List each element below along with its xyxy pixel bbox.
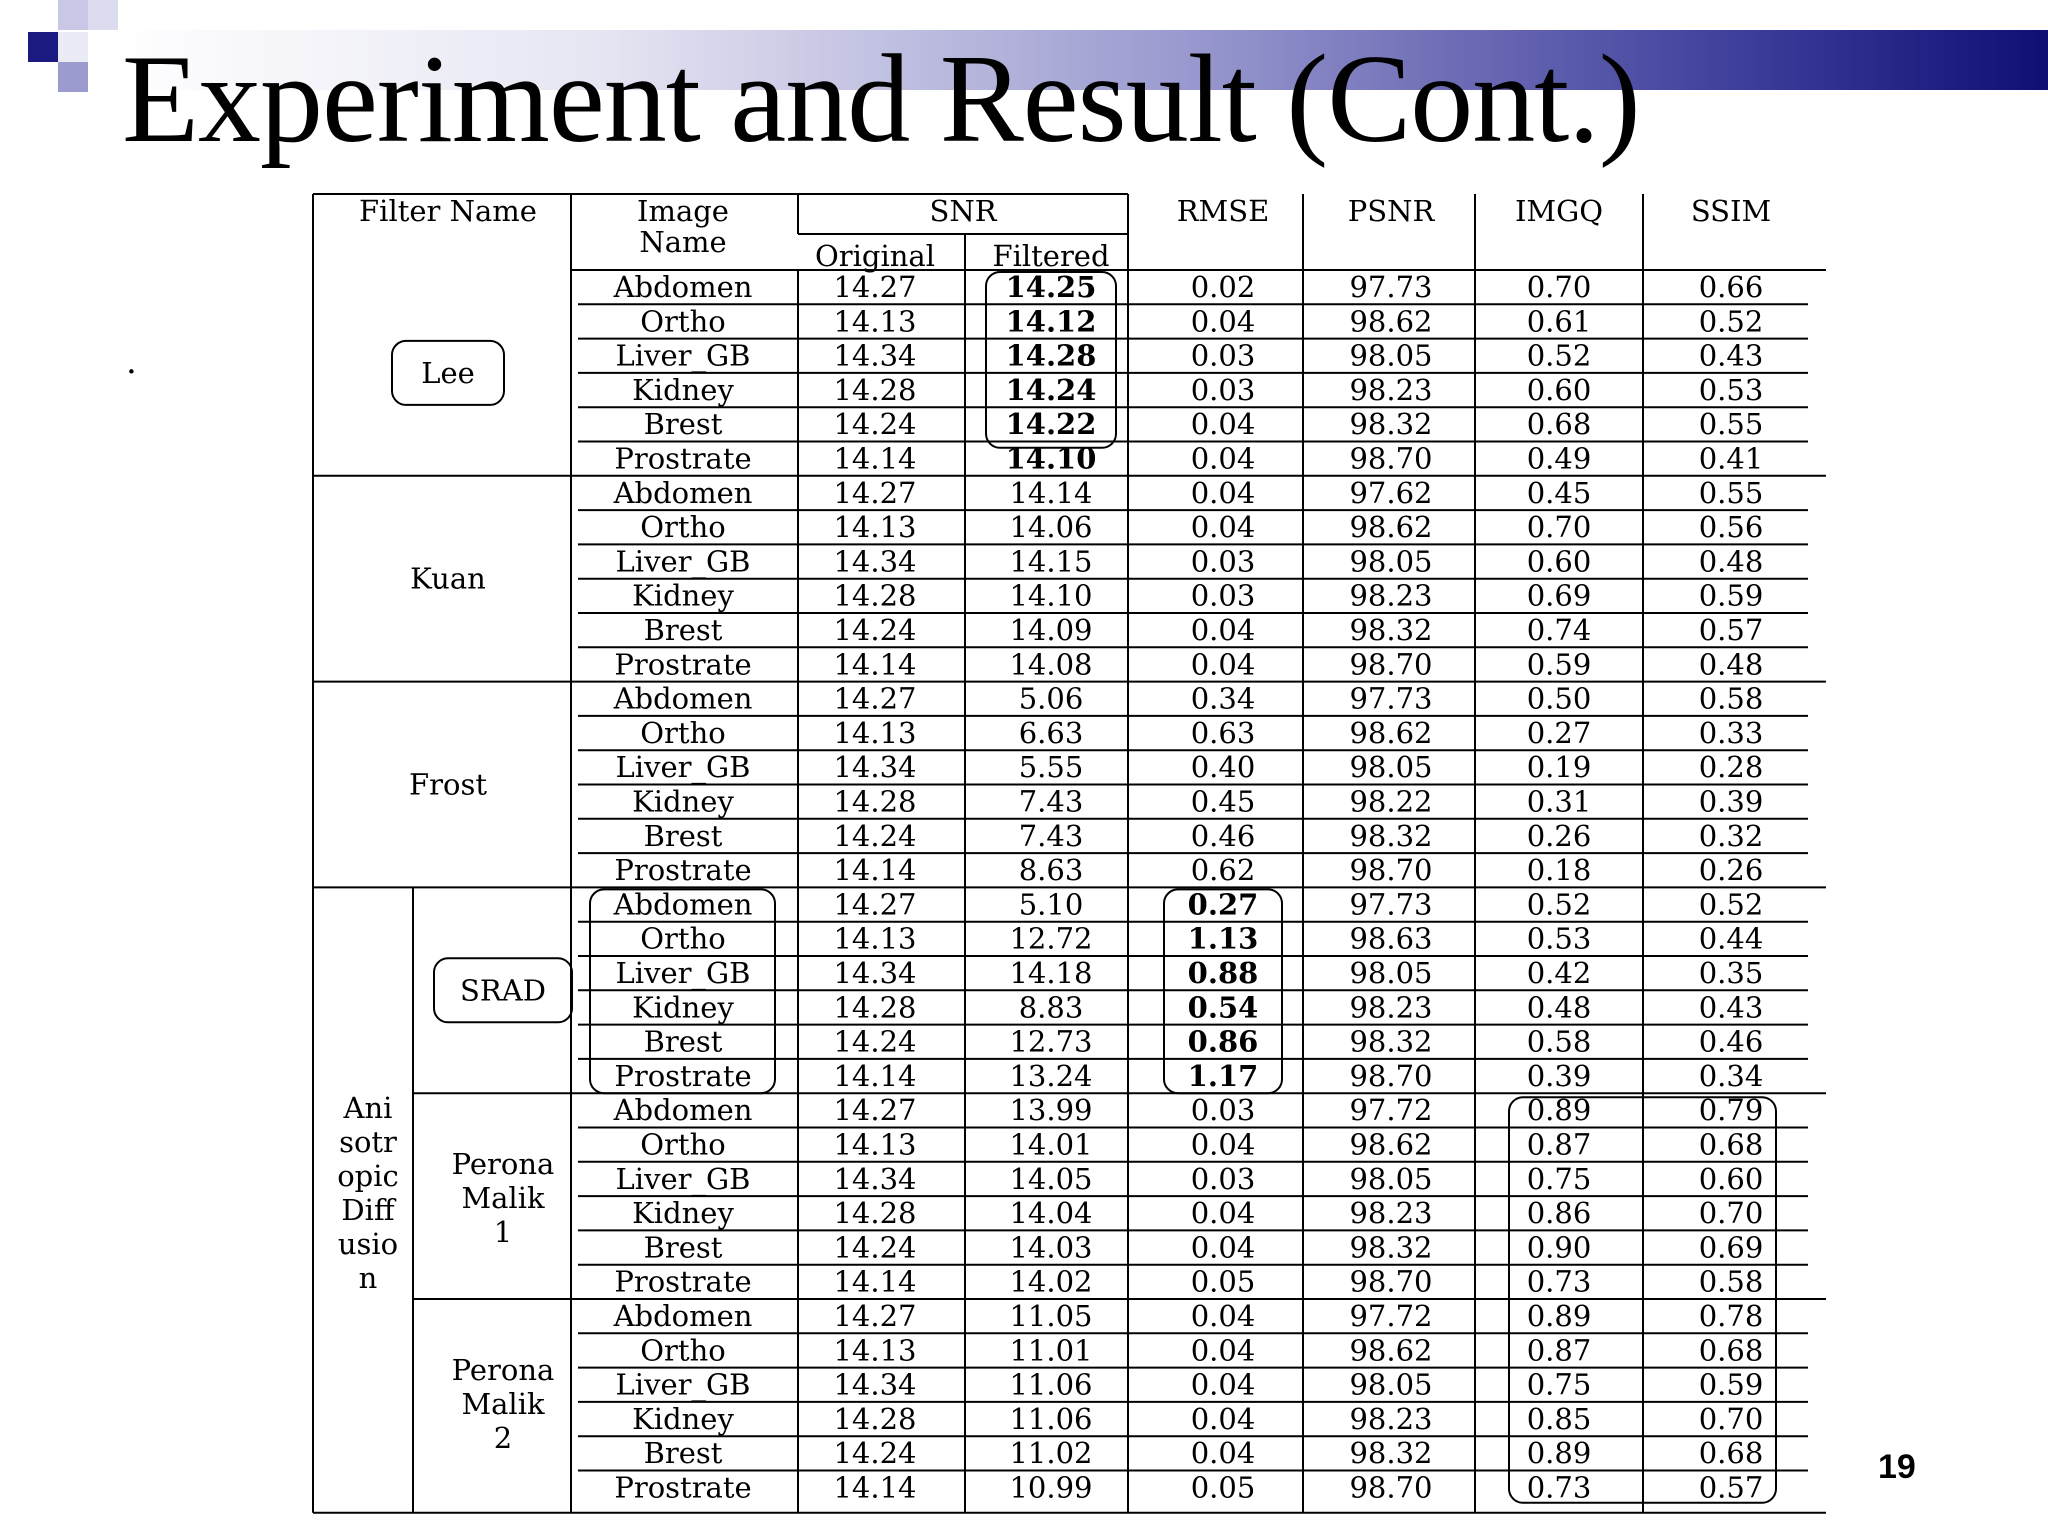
table-cell: 0.63 xyxy=(1190,715,1256,750)
table-cell: 0.04 xyxy=(1190,1367,1256,1402)
table-cell: 0.04 xyxy=(1190,510,1256,545)
table-cell: 0.05 xyxy=(1190,1264,1256,1299)
table-cell: 14.34 xyxy=(833,1367,917,1402)
slide-number: 19 xyxy=(1878,1448,1916,1486)
table-cell: 14.34 xyxy=(833,1161,917,1196)
table-cell: 1.17 xyxy=(1187,1058,1259,1093)
table-cell: 98.32 xyxy=(1349,613,1433,647)
table-cell: 97.72 xyxy=(1349,1093,1433,1128)
table-cell: Prostrate xyxy=(614,1058,752,1093)
table-cell: 0.26 xyxy=(1698,853,1764,888)
table-cell: 0.04 xyxy=(1190,1333,1256,1368)
table-cell: 14.25 xyxy=(1005,270,1097,304)
table-cell: Ortho xyxy=(640,1127,726,1162)
table-cell: Prostrate xyxy=(614,647,752,682)
table-cell: 0.27 xyxy=(1526,715,1592,750)
table-cell: Ortho xyxy=(640,715,726,750)
aniso-diffusion-label: Ani xyxy=(343,1091,393,1126)
table-cell: 10.99 xyxy=(1009,1470,1093,1505)
table-cell: 0.45 xyxy=(1190,784,1256,819)
aniso-diffusion-label: sotr xyxy=(339,1125,397,1160)
table-cell: 0.59 xyxy=(1698,578,1764,613)
table-cell: 0.39 xyxy=(1698,784,1764,819)
table-cell: Liver_GB xyxy=(615,1367,751,1402)
filter-name-label: Perona xyxy=(451,1352,555,1387)
table-cell: 14.27 xyxy=(833,887,917,922)
table-cell: 0.04 xyxy=(1190,1401,1256,1436)
table-cell: 8.83 xyxy=(1018,990,1084,1025)
table-cell: 11.01 xyxy=(1009,1333,1093,1368)
table-cell: 0.28 xyxy=(1698,750,1764,785)
table-cell: 0.04 xyxy=(1190,1196,1256,1231)
table-cell: 14.04 xyxy=(1009,1196,1093,1231)
table-cell: 0.53 xyxy=(1698,372,1764,407)
table-cell: 0.57 xyxy=(1698,613,1764,647)
bullet-point: . xyxy=(126,342,137,382)
table-cell: 98.22 xyxy=(1349,784,1433,819)
table-cell: 0.70 xyxy=(1698,1196,1764,1231)
table-cell: 0.04 xyxy=(1190,441,1256,476)
table-cell: 14.14 xyxy=(833,1470,917,1505)
table-cell: 0.04 xyxy=(1190,1436,1256,1471)
table-cell: 98.05 xyxy=(1349,338,1433,373)
table-cell: Abdomen xyxy=(613,681,753,716)
table-cell: 0.56 xyxy=(1698,510,1764,545)
table-cell: 0.04 xyxy=(1190,1127,1256,1162)
header-filter-name: Filter Name xyxy=(359,194,537,228)
filter-name-label: Malik xyxy=(461,1181,545,1216)
table-cell: 11.06 xyxy=(1009,1367,1093,1402)
table-cell: 14.34 xyxy=(833,544,917,579)
filter-name-label: Kuan xyxy=(410,561,486,596)
table-cell: 0.52 xyxy=(1698,304,1764,339)
table-cell: 0.57 xyxy=(1698,1470,1764,1505)
table-cell: 5.55 xyxy=(1018,750,1084,785)
table-cell: 0.05 xyxy=(1190,1470,1256,1505)
table-cell: 0.52 xyxy=(1526,887,1592,922)
logo-square-light xyxy=(58,0,88,30)
header-psnr: PSNR xyxy=(1347,194,1435,228)
table-cell: Ortho xyxy=(640,921,726,956)
table-cell: 0.69 xyxy=(1526,578,1592,613)
table-cell: Ortho xyxy=(640,304,726,339)
aniso-diffusion-label: n xyxy=(358,1261,378,1296)
table-cell: 98.23 xyxy=(1349,372,1433,407)
table-cell: 14.10 xyxy=(1009,578,1093,613)
table-cell: 0.04 xyxy=(1190,1230,1256,1265)
table-cell: 0.90 xyxy=(1526,1230,1592,1265)
table-cell: 14.09 xyxy=(1009,613,1093,647)
table-cell: 0.02 xyxy=(1190,270,1256,304)
table-cell: 0.68 xyxy=(1698,1436,1764,1471)
table-cell: 98.23 xyxy=(1349,1196,1433,1231)
table-cell: 14.08 xyxy=(1009,647,1093,682)
table-cell: Brest xyxy=(643,1436,723,1471)
table-cell: Ortho xyxy=(640,1333,726,1368)
table-cell: 0.89 xyxy=(1526,1093,1592,1128)
table-cell: 14.27 xyxy=(833,270,917,304)
table-cell: 0.89 xyxy=(1526,1436,1592,1471)
table-cell: 0.75 xyxy=(1526,1367,1592,1402)
table-cell: 12.73 xyxy=(1009,1024,1093,1059)
table-cell: 14.06 xyxy=(1009,510,1093,545)
table-cell: 14.10 xyxy=(1005,441,1097,476)
table-cell: 0.60 xyxy=(1526,544,1592,579)
table-cell: 1.13 xyxy=(1187,921,1259,956)
table-cell: 14.01 xyxy=(1009,1127,1093,1162)
table-cell: Kidney xyxy=(632,784,734,819)
table-cell: 14.13 xyxy=(833,304,917,339)
filter-name-label: Perona xyxy=(451,1147,555,1182)
table-cell: 0.68 xyxy=(1526,407,1592,442)
table-cell: 14.03 xyxy=(1009,1230,1093,1265)
table-cell: 0.66 xyxy=(1698,270,1764,304)
table-cell: 0.74 xyxy=(1526,613,1592,647)
header-snr-filtered: Filtered xyxy=(992,239,1110,273)
table-cell: 5.10 xyxy=(1018,887,1084,922)
table-cell: 0.04 xyxy=(1190,304,1256,339)
table-cell: 0.86 xyxy=(1187,1024,1259,1059)
table-cell: 98.62 xyxy=(1349,510,1433,545)
table-cell: Liver_GB xyxy=(615,338,751,373)
table-cell: 0.59 xyxy=(1526,647,1592,682)
table-cell: 14.34 xyxy=(833,750,917,785)
table-cell: 0.45 xyxy=(1526,475,1592,510)
logo-square-light xyxy=(58,32,88,62)
table-cell: Brest xyxy=(643,818,723,853)
table-cell: 0.04 xyxy=(1190,647,1256,682)
table-cell: Kidney xyxy=(632,578,734,613)
table-cell: 98.05 xyxy=(1349,544,1433,579)
table-cell: 14.24 xyxy=(833,818,917,853)
table-cell: 0.59 xyxy=(1698,1367,1764,1402)
table-cell: 0.70 xyxy=(1526,270,1592,304)
table-cell: 0.40 xyxy=(1190,750,1256,785)
table-cell: 0.41 xyxy=(1698,441,1764,476)
logo-square-dark xyxy=(28,32,58,62)
table-cell: 0.39 xyxy=(1526,1058,1592,1093)
table-cell: 14.24 xyxy=(833,407,917,442)
table-cell: Brest xyxy=(643,1024,723,1059)
filter-name-label: Lee xyxy=(421,355,475,390)
table-cell: 98.05 xyxy=(1349,1367,1433,1402)
table-cell: 98.23 xyxy=(1349,990,1433,1025)
table-cell: 0.27 xyxy=(1187,887,1259,922)
table-cell: 0.69 xyxy=(1698,1230,1764,1265)
table-cell: 0.03 xyxy=(1190,338,1256,373)
table-cell: 97.73 xyxy=(1349,887,1433,922)
table-cell: Kidney xyxy=(632,372,734,407)
table-cell: 14.14 xyxy=(833,1264,917,1299)
table-cell: 0.18 xyxy=(1526,853,1592,888)
table-cell: 0.85 xyxy=(1526,1401,1592,1436)
table-cell: 13.99 xyxy=(1009,1093,1093,1128)
table-cell: 0.58 xyxy=(1698,681,1764,716)
table-cell: 0.46 xyxy=(1698,1024,1764,1059)
table-cell: Prostrate xyxy=(614,1264,752,1299)
table-cell: 8.63 xyxy=(1018,853,1084,888)
table-cell: 14.14 xyxy=(833,1058,917,1093)
table-cell: Liver_GB xyxy=(615,544,751,579)
table-cell: 14.28 xyxy=(833,784,917,819)
table-cell: 14.27 xyxy=(833,475,917,510)
table-cell: 98.63 xyxy=(1349,921,1433,956)
table-cell: Brest xyxy=(643,1230,723,1265)
header-snr: SNR xyxy=(929,194,997,228)
table-cell: 0.32 xyxy=(1698,818,1764,853)
table-cell: 0.04 xyxy=(1190,407,1256,442)
table-cell: 14.24 xyxy=(833,1436,917,1471)
table-cell: 98.32 xyxy=(1349,818,1433,853)
table-cell: Liver_GB xyxy=(615,750,751,785)
table-cell: 0.58 xyxy=(1526,1024,1592,1059)
table-cell: 98.70 xyxy=(1349,853,1433,888)
table-cell: Abdomen xyxy=(613,1299,753,1333)
table-cell: Abdomen xyxy=(613,887,753,922)
table-cell: 14.15 xyxy=(1009,544,1093,579)
table-cell: 0.04 xyxy=(1190,1299,1256,1333)
table-cell: 98.62 xyxy=(1349,715,1433,750)
table-cell: 0.52 xyxy=(1526,338,1592,373)
table-cell: 14.14 xyxy=(833,647,917,682)
logo-square-light xyxy=(88,0,118,30)
table-cell: 98.62 xyxy=(1349,1333,1433,1368)
table-cell: 0.86 xyxy=(1526,1196,1592,1231)
table-cell: 0.70 xyxy=(1698,1401,1764,1436)
aniso-diffusion-label: usio xyxy=(337,1227,399,1262)
table-cell: 0.03 xyxy=(1190,544,1256,579)
table-cell: 14.28 xyxy=(833,1196,917,1231)
table-cell: 0.75 xyxy=(1526,1161,1592,1196)
header-rmse: RMSE xyxy=(1176,194,1270,228)
table-cell: 14.24 xyxy=(833,613,917,647)
table-cell: 97.73 xyxy=(1349,681,1433,716)
table-cell: 14.13 xyxy=(833,1333,917,1368)
table-cell: 14.34 xyxy=(833,338,917,373)
table-cell: 0.04 xyxy=(1190,475,1256,510)
table-cell: Prostrate xyxy=(614,441,752,476)
table-cell: 14.28 xyxy=(833,990,917,1025)
table-cell: 7.43 xyxy=(1018,818,1084,853)
table-cell: 0.79 xyxy=(1698,1093,1764,1128)
table-cell: 14.14 xyxy=(833,441,917,476)
table-cell: 0.88 xyxy=(1187,956,1259,990)
table-cell: 0.89 xyxy=(1526,1299,1592,1333)
table-cell: 14.27 xyxy=(833,1299,917,1333)
table-cell: 0.52 xyxy=(1698,887,1764,922)
table-cell: 0.54 xyxy=(1187,990,1259,1025)
table-cell: 98.70 xyxy=(1349,441,1433,476)
table-cell: 0.87 xyxy=(1526,1127,1592,1162)
table-cell: 0.46 xyxy=(1190,818,1256,853)
header-image-name: Name xyxy=(639,225,727,259)
filter-name-label: Frost xyxy=(409,767,487,802)
table-cell: 14.13 xyxy=(833,1127,917,1162)
table-cell: 98.32 xyxy=(1349,1024,1433,1059)
table-cell: 5.06 xyxy=(1018,681,1084,716)
table-cell: 97.72 xyxy=(1349,1299,1433,1333)
table-cell: 98.70 xyxy=(1349,1058,1433,1093)
header-snr-original: Original xyxy=(815,239,935,273)
table-cell: Kidney xyxy=(632,990,734,1025)
table-cell: 0.70 xyxy=(1526,510,1592,545)
results-table xyxy=(313,192,1826,1510)
table-cell: 0.60 xyxy=(1526,372,1592,407)
table-cell: 0.48 xyxy=(1698,647,1764,682)
logo-square-mid xyxy=(58,62,88,92)
table-cell: 14.24 xyxy=(833,1024,917,1059)
aniso-diffusion-label: Diff xyxy=(341,1193,395,1228)
table-cell: 97.73 xyxy=(1349,270,1433,304)
table-cell: 98.70 xyxy=(1349,1470,1433,1505)
slide-title: Experiment and Result (Cont.) xyxy=(122,30,1640,169)
table-cell: 0.03 xyxy=(1190,578,1256,613)
table-cell: 0.03 xyxy=(1190,372,1256,407)
filter-name-label: SRAD xyxy=(460,973,546,1008)
table-cell: 98.62 xyxy=(1349,1127,1433,1162)
table-cell: 14.14 xyxy=(833,853,917,888)
table-cell: 98.05 xyxy=(1349,956,1433,990)
table-cell: 0.68 xyxy=(1698,1127,1764,1162)
table-cell: 0.31 xyxy=(1526,784,1592,819)
table-cell: 13.24 xyxy=(1009,1058,1093,1093)
table-cell: 11.02 xyxy=(1009,1436,1093,1471)
table-cell: 0.73 xyxy=(1526,1264,1592,1299)
table-cell: 0.03 xyxy=(1190,1161,1256,1196)
table-cell: 14.12 xyxy=(1005,304,1097,339)
table-cell: 0.50 xyxy=(1526,681,1592,716)
table-cell: 0.49 xyxy=(1526,441,1592,476)
table-cell: 0.58 xyxy=(1698,1264,1764,1299)
table-cell: 98.62 xyxy=(1349,304,1433,339)
header-imgq: IMGQ xyxy=(1514,194,1604,228)
table-cell: 0.87 xyxy=(1526,1333,1592,1368)
filter-name-label: 2 xyxy=(493,1420,513,1455)
table-cell: Brest xyxy=(643,613,723,647)
table-cell: 14.13 xyxy=(833,715,917,750)
results-table-svg xyxy=(313,192,1826,1510)
table-cell: 0.73 xyxy=(1526,1470,1592,1505)
table-cell: 14.22 xyxy=(1005,407,1097,442)
table-cell: 98.23 xyxy=(1349,578,1433,613)
table-cell: Kidney xyxy=(632,1401,734,1436)
table-cell: 14.28 xyxy=(833,578,917,613)
table-cell: 0.55 xyxy=(1698,407,1764,442)
table-cell: 12.72 xyxy=(1009,921,1093,956)
table-cell: Abdomen xyxy=(613,475,753,510)
aniso-diffusion-label: opic xyxy=(337,1159,399,1194)
table-cell: 0.42 xyxy=(1526,956,1592,990)
table-cell: 6.63 xyxy=(1018,715,1084,750)
table-cell: 11.05 xyxy=(1009,1299,1093,1333)
table-cell: 98.32 xyxy=(1349,1230,1433,1265)
table-cell: 0.43 xyxy=(1698,990,1764,1025)
table-cell: Liver_GB xyxy=(615,1161,751,1196)
table-cell: 0.03 xyxy=(1190,1093,1256,1128)
filter-name-label: Malik xyxy=(461,1386,545,1421)
table-cell: 0.26 xyxy=(1526,818,1592,853)
table-cell: 0.53 xyxy=(1526,921,1592,956)
table-cell: 0.62 xyxy=(1190,853,1256,888)
table-cell: 98.23 xyxy=(1349,1401,1433,1436)
table-cell: 0.61 xyxy=(1526,304,1592,339)
table-cell: 0.60 xyxy=(1698,1161,1764,1196)
table-cell: Abdomen xyxy=(613,270,753,304)
table-cell: 0.78 xyxy=(1698,1299,1764,1333)
table-cell: 0.33 xyxy=(1698,715,1764,750)
table-cell: 14.28 xyxy=(833,372,917,407)
header-ssim: SSIM xyxy=(1690,194,1772,228)
table-cell: 98.32 xyxy=(1349,1436,1433,1471)
table-cell: 14.18 xyxy=(1009,956,1093,990)
table-cell: Prostrate xyxy=(614,853,752,888)
table-cell: Prostrate xyxy=(614,1470,752,1505)
table-cell: 0.35 xyxy=(1698,956,1764,990)
table-cell: Liver_GB xyxy=(615,956,751,990)
table-cell: 0.04 xyxy=(1190,613,1256,647)
table-cell: 0.48 xyxy=(1526,990,1592,1025)
table-cell: 14.05 xyxy=(1009,1161,1093,1196)
table-cell: 0.44 xyxy=(1698,921,1764,956)
table-cell: Ortho xyxy=(640,510,726,545)
table-cell: 14.28 xyxy=(833,1401,917,1436)
table-cell: 14.02 xyxy=(1009,1264,1093,1299)
table-cell: 0.43 xyxy=(1698,338,1764,373)
table-cell: 14.24 xyxy=(833,1230,917,1265)
table-cell: 98.70 xyxy=(1349,1264,1433,1299)
table-cell: 98.70 xyxy=(1349,647,1433,682)
header-image-name: Image xyxy=(637,194,729,228)
table-cell: 14.28 xyxy=(1005,338,1097,373)
table-cell: 14.34 xyxy=(833,956,917,990)
table-cell: 97.62 xyxy=(1349,475,1433,510)
table-cell: 0.19 xyxy=(1526,750,1592,785)
table-cell: 98.05 xyxy=(1349,1161,1433,1196)
filter-name-label: 1 xyxy=(493,1215,513,1250)
table-cell: 11.06 xyxy=(1009,1401,1093,1436)
table-cell: 0.34 xyxy=(1698,1058,1764,1093)
table-cell: 98.05 xyxy=(1349,750,1433,785)
table-cell: Abdomen xyxy=(613,1093,753,1128)
table-cell: Brest xyxy=(643,407,723,442)
table-cell: Kidney xyxy=(632,1196,734,1231)
table-cell: 14.14 xyxy=(1009,475,1093,510)
table-cell: 0.34 xyxy=(1190,681,1256,716)
table-cell: 0.68 xyxy=(1698,1333,1764,1368)
table-cell: 0.55 xyxy=(1698,475,1764,510)
table-cell: 14.13 xyxy=(833,921,917,956)
table-cell: 14.27 xyxy=(833,1093,917,1128)
table-cell: 14.27 xyxy=(833,681,917,716)
table-cell: 7.43 xyxy=(1018,784,1084,819)
table-cell: 98.32 xyxy=(1349,407,1433,442)
table-cell: 14.13 xyxy=(833,510,917,545)
table-cell: 14.24 xyxy=(1005,372,1097,407)
table-cell: 0.48 xyxy=(1698,544,1764,579)
